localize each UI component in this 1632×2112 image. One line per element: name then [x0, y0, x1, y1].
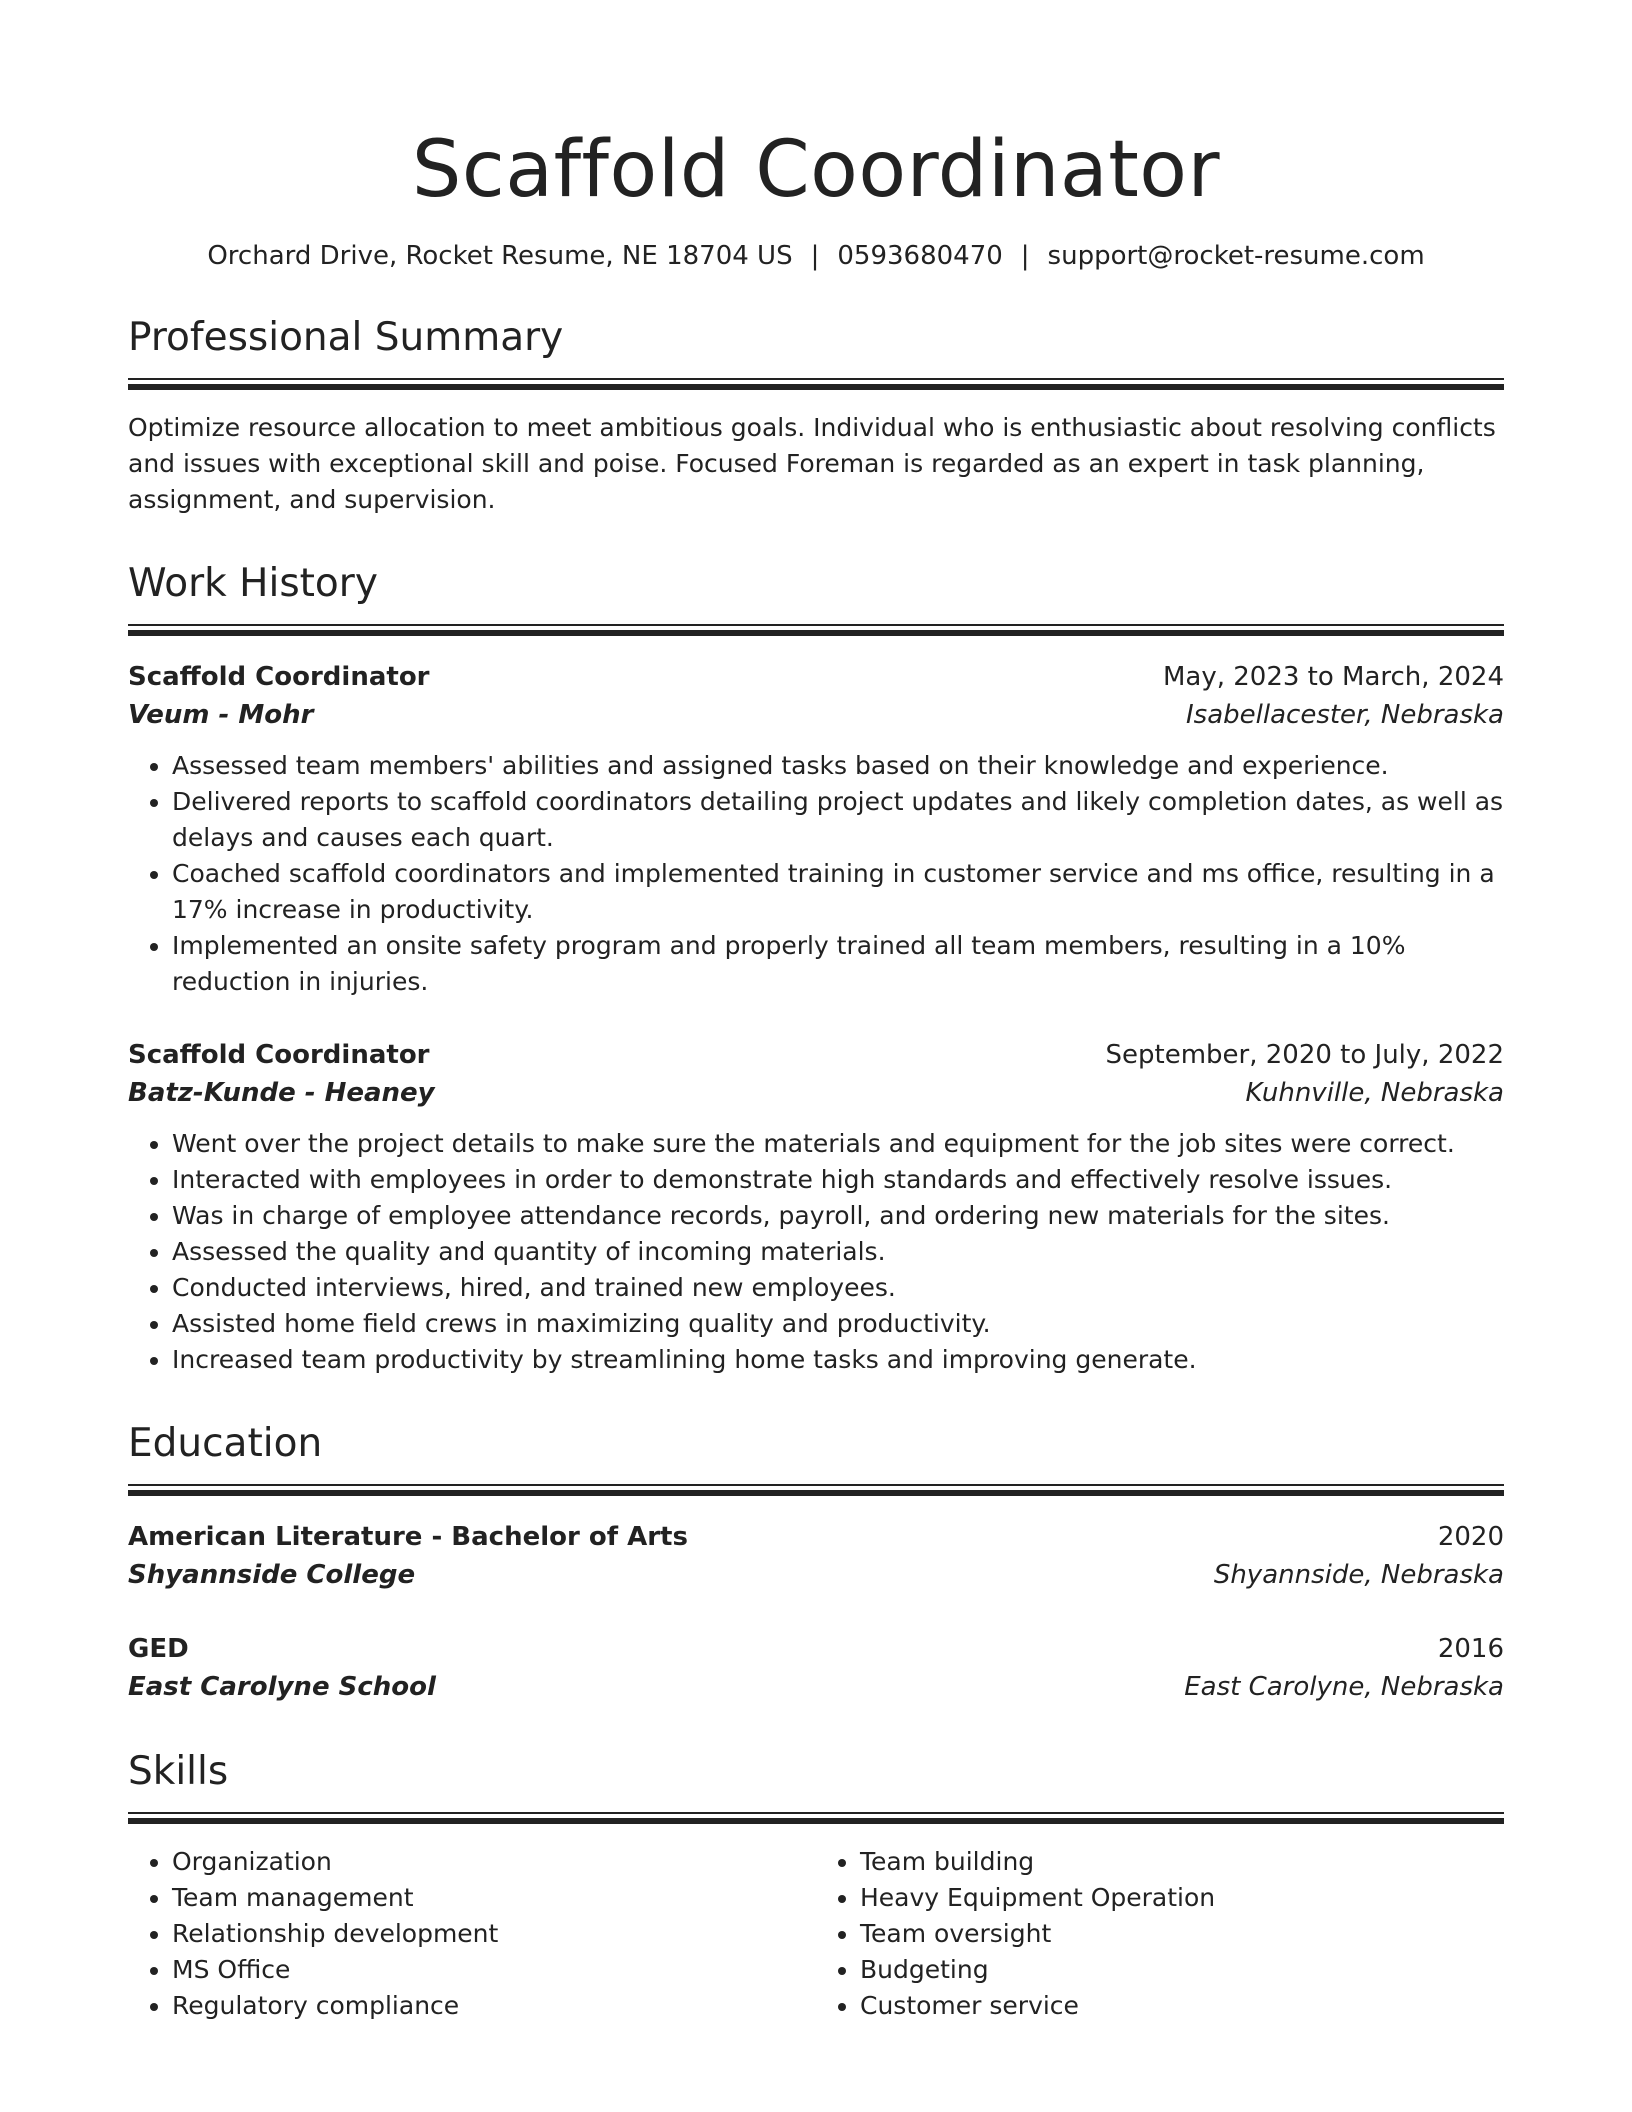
education-entry: [128, 1518, 1504, 1594]
job-dates: May, 2023 to March, 2024: [1162, 662, 1504, 692]
contact-phone: 0593680470: [837, 241, 1003, 271]
skill-item: • Team oversight: [860, 1916, 1504, 1952]
education-entry: [128, 1630, 1504, 1706]
education-school: East Carolyne School: [128, 1672, 436, 1702]
job-bullet: • Implemented an onsite safety program and properly trained all team members, resulting in a 10% reduction in injuries.: [172, 928, 1504, 1000]
job-title: Scaffold Coordinator: [128, 1040, 430, 1070]
skill-item: • Team building: [860, 1844, 1504, 1880]
job-dates: September, 2020 to July, 2022: [1105, 1040, 1504, 1070]
job-bullets: [128, 1126, 1504, 1378]
skill-item: • Team management: [172, 1880, 816, 1916]
job-entry: [128, 658, 1504, 1000]
education-degree: GED: [128, 1634, 189, 1664]
education-year: 2020: [1437, 1522, 1504, 1552]
skill-item: • MS Office: [172, 1952, 816, 1988]
skill-item: • Organization: [172, 1844, 816, 1880]
job-bullet: • Went over the project details to make sure the materials and equipment for the job sites were correct.: [172, 1126, 1504, 1162]
job-entry: [128, 1036, 1504, 1378]
skills-column-right: [816, 1844, 1504, 2024]
resume-name: Scaffold Coordinator: [411, 125, 1221, 215]
job-bullets: [128, 748, 1504, 1000]
skills-heading: Skills: [128, 1749, 229, 1794]
education-location: Shyannside, Nebraska: [1213, 1560, 1504, 1590]
skills-column-left: [128, 1844, 816, 2024]
contact-address: Orchard Drive, Rocket Resume, NE 18704 US: [207, 241, 793, 271]
job-bullet: • Interacted with employees in order to demonstrate high standards and effectively resolve issues.: [172, 1162, 1504, 1198]
job-bullet: • Increased team productivity by streamlining home tasks and improving generate.: [172, 1342, 1504, 1378]
job-company: Veum - Mohr: [128, 700, 314, 730]
job-bullet: • Assessed the quality and quantity of incoming materials.: [172, 1234, 1504, 1270]
contact-line: [128, 240, 1504, 272]
education-school: Shyannside College: [128, 1560, 416, 1590]
job-bullet: • Was in charge of employee attendance records, payroll, and ordering new materials for the sites.: [172, 1198, 1504, 1234]
education-heading: Education: [128, 1421, 323, 1466]
summary-text: Optimize resource allocation to meet ambitious goals. Individual who is enthusiastic about resolving conflicts and issues with exceptional skill and poise. Focused Foreman is regarded as an expert in task planning, assignment, and supervision.: [128, 413, 1496, 514]
job-bullet: • Assisted home field crews in maximizing quality and productivity.: [172, 1306, 1504, 1342]
job-bullet: • Conducted interviews, hired, and trained new employees.: [172, 1270, 1504, 1306]
skill-item: • Heavy Equipment Operation: [860, 1880, 1504, 1916]
job-title: Scaffold Coordinator: [128, 662, 430, 692]
contact-separator: |: [1020, 241, 1030, 271]
job-bullet: • Delivered reports to scaffold coordinators detailing project updates and likely completion dates, as well as delays and causes each quart.: [172, 784, 1504, 856]
job-location: Kuhnville, Nebraska: [1245, 1078, 1504, 1108]
skill-item: • Budgeting: [860, 1952, 1504, 1988]
contact-email: support@rocket-resume.com: [1047, 241, 1425, 271]
education-year: 2016: [1437, 1634, 1504, 1664]
job-bullet: • Coached scaffold coordinators and implemented training in customer service and ms office, resulting in a 17% increase in productivity.: [172, 856, 1504, 928]
section-divider: [128, 378, 1504, 392]
skill-item: • Regulatory compliance: [172, 1988, 816, 2024]
section-divider: [128, 624, 1504, 638]
work-history-heading: Work History: [128, 561, 378, 606]
section-divider: [128, 1484, 1504, 1498]
skill-item: • Customer service: [860, 1988, 1504, 2024]
job-location: Isabellacester, Nebraska: [1186, 700, 1504, 730]
skill-item: • Relationship development: [172, 1916, 816, 1952]
education-degree: American Literature - Bachelor of Arts: [128, 1522, 688, 1552]
contact-separator: |: [810, 241, 820, 271]
education-location: East Carolyne, Nebraska: [1184, 1672, 1504, 1702]
skills-list: [128, 1844, 1504, 2024]
job-bullet: • Assessed team members' abilities and assigned tasks based on their knowledge and experience.: [172, 748, 1504, 784]
job-company: Batz-Kunde - Heaney: [128, 1078, 435, 1108]
summary-heading: Professional Summary: [128, 315, 564, 360]
section-divider: [128, 1812, 1504, 1826]
